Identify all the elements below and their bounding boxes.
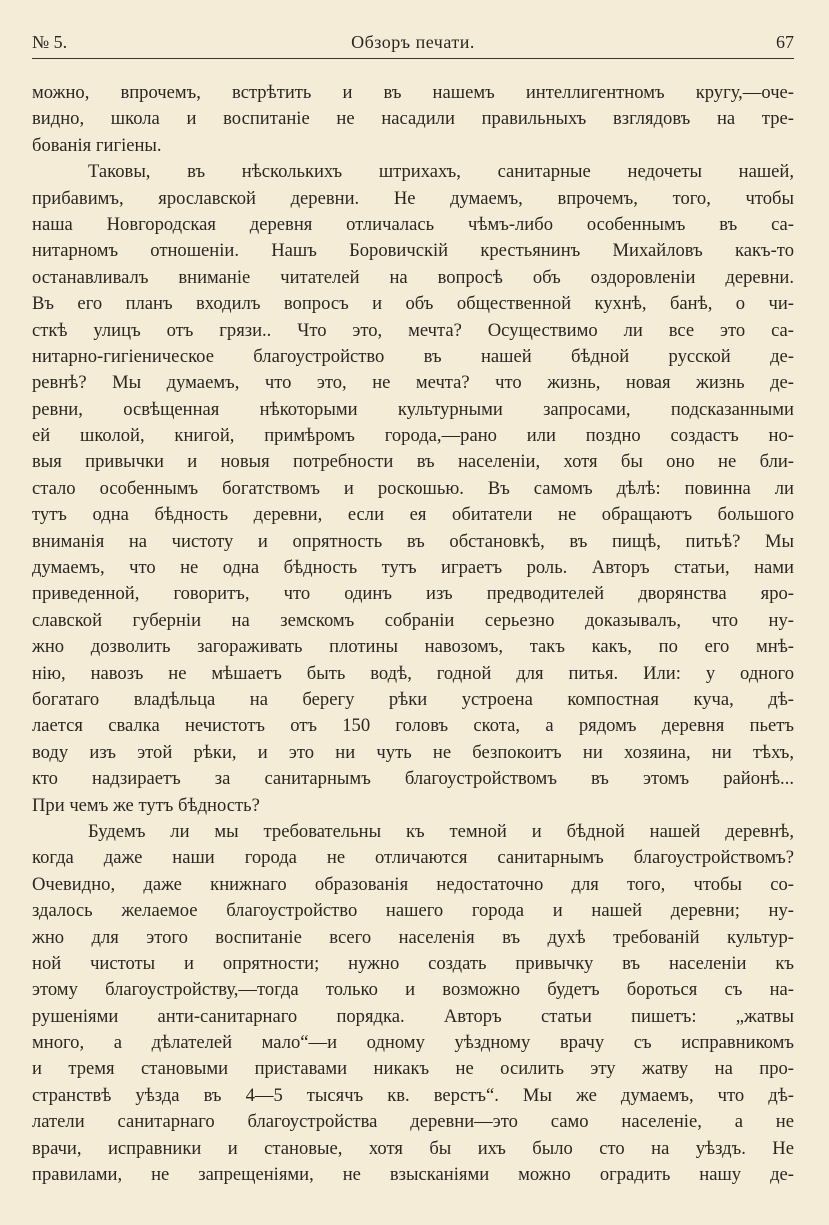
text-line: При чемъ же тутъ бѣдность? <box>32 794 260 816</box>
text-line: и тремя становыми приставами никакъ не осилить эту жатву на про- <box>32 1058 794 1080</box>
text-line: Таковы, въ нѣсколькихъ штрихахъ, санитарные недочеты нашей, <box>88 161 794 183</box>
text-line: можно, впрочемъ, встрѣтить и въ нашемъ интеллигентномъ кругу,—оче- <box>32 82 794 103</box>
text-line: когда даже наши города не отличаются санитарнымъ благоустройствомъ? <box>32 847 794 869</box>
paragraph <box>32 159 794 819</box>
text-line: латели санитарнаго благоустройства деревни—это само населеніе, а не <box>32 1111 794 1133</box>
text-line: жно для этого воспитаніе всего населенія въ духѣ требованій культур- <box>32 926 794 948</box>
text-line: прибавимъ, ярославской деревни. Не думаемъ, впрочемъ, того, чтобы <box>32 187 794 209</box>
page-number: 67 <box>776 32 794 52</box>
text-line: славской губерніи на земскомъ собраніи серьезно доказывалъ, что ну- <box>32 609 794 631</box>
text-line: лается свалка нечистотъ отъ 150 головъ скота, а рядомъ деревня пьетъ <box>32 715 794 737</box>
text-line: видно, школа и воспитаніе не насадили правильныхъ взглядовъ на тре- <box>32 108 794 130</box>
text-line: ной чистоты и опрятности; нужно создать привычку въ населеніи къ <box>32 952 794 974</box>
text-line: здалось желаемое благоустройство нашего города и нашей деревни; ну- <box>32 900 794 922</box>
text-line: думаемъ, что не одна бѣдность тутъ играетъ роль. Авторъ статьи, нами <box>32 557 794 579</box>
text-line: Въ его планъ входилъ вопросъ и объ общественной кухнѣ, банѣ, о чи- <box>32 293 794 315</box>
text-line: много, а дѣлателей мало“—и одному уѣздному врачу съ исправникомъ <box>32 1032 794 1054</box>
section-title: Обзоръ печати. <box>351 32 475 52</box>
text-line: воду изъ этой рѣки, и это ни чуть не безпокоитъ ни хозяина, ни тѣхъ, <box>32 741 794 763</box>
text-line: богатаго владѣльца на берегу рѣки устроена компостная куча, дѣ- <box>32 688 794 710</box>
text-line: бованія гигіены. <box>32 134 162 156</box>
paragraph <box>32 819 794 1188</box>
text-line: этому благоустройству,—тогда только и возможно будетъ бороться съ на- <box>32 979 794 1001</box>
text-line: кто надзираетъ за санитарнымъ благоустройствомъ въ этомъ районѣ... <box>32 768 794 790</box>
text-line: нію, навозъ не мѣшаетъ быть водѣ, годной для питья. Или: у одного <box>32 662 794 684</box>
running-header <box>32 32 794 59</box>
text-line: приведенной, говоритъ, что одинъ изъ предводителей дворянства яро- <box>32 583 794 605</box>
text-line: правилами, не запрещеніями, не взысканіями можно оградить нашу де- <box>32 1164 794 1186</box>
text-line: жно дозволить загораживать плотины навозомъ, такъ какъ, по его мнѣ- <box>32 636 794 658</box>
text-line: Очевидно, даже книжнаго образованія недостаточно для того, чтобы со- <box>32 873 794 895</box>
text-line: останавливалъ вниманіе читателей на вопросѣ объ оздоровленіи деревни. <box>32 266 794 288</box>
article-body <box>32 80 794 1188</box>
text-line: вниманія на чистоту и опрятность въ обстановкѣ, въ пищѣ, питьѣ? Мы <box>32 530 794 552</box>
text-line: рушеніями анти-санитарнаго порядка. Авторъ статьи пишетъ: „жатвы <box>32 1005 794 1027</box>
text-line: нитарномъ отношеніи. Нашъ Боровичскій крестьянинъ Михайловъ какъ-то <box>32 240 794 262</box>
text-line: ревни, освѣщенная нѣкоторыми культурными запросами, подсказанными <box>32 398 794 420</box>
paragraph <box>32 80 794 159</box>
text-line: сткѣ улицъ отъ грязи.. Что это, мечта? Осуществимо ли все это са- <box>32 319 794 341</box>
text-line: наша Новгородская деревня отличалась чѣмъ-либо особеннымъ въ са- <box>32 213 794 235</box>
text-line: нитарно-гигіеническое благоустройство въ нашей бѣдной русской де- <box>32 345 794 367</box>
text-line: ревнѣ? Мы думаемъ, что это, не мечта? что жизнь, новая жизнь де- <box>32 372 794 394</box>
text-line: тутъ одна бѣдность деревни, если ея обитатели не обращаютъ большого <box>32 504 794 526</box>
issue-number: № 5. <box>32 32 68 52</box>
text-line: врачи, исправники и становые, хотя бы ихъ было сто на уѣздъ. Не <box>32 1137 794 1159</box>
text-line: ей школой, книгой, примѣромъ города,—рано или поздно создастъ но- <box>32 425 794 447</box>
text-line: Будемъ ли мы требовательны къ темной и бѣдной нашей деревнѣ, <box>88 820 794 842</box>
text-line: выя привычки и новыя потребности въ населеніи, хотя бы оно не бли- <box>32 451 794 473</box>
text-line: странствѣ уѣзда въ 4—5 тысячъ кв. верстъ“. Мы же думаемъ, что дѣ- <box>32 1084 794 1106</box>
text-line: стало особеннымъ богатствомъ и роскошью. Въ самомъ дѣлѣ: повинна ли <box>32 477 794 499</box>
